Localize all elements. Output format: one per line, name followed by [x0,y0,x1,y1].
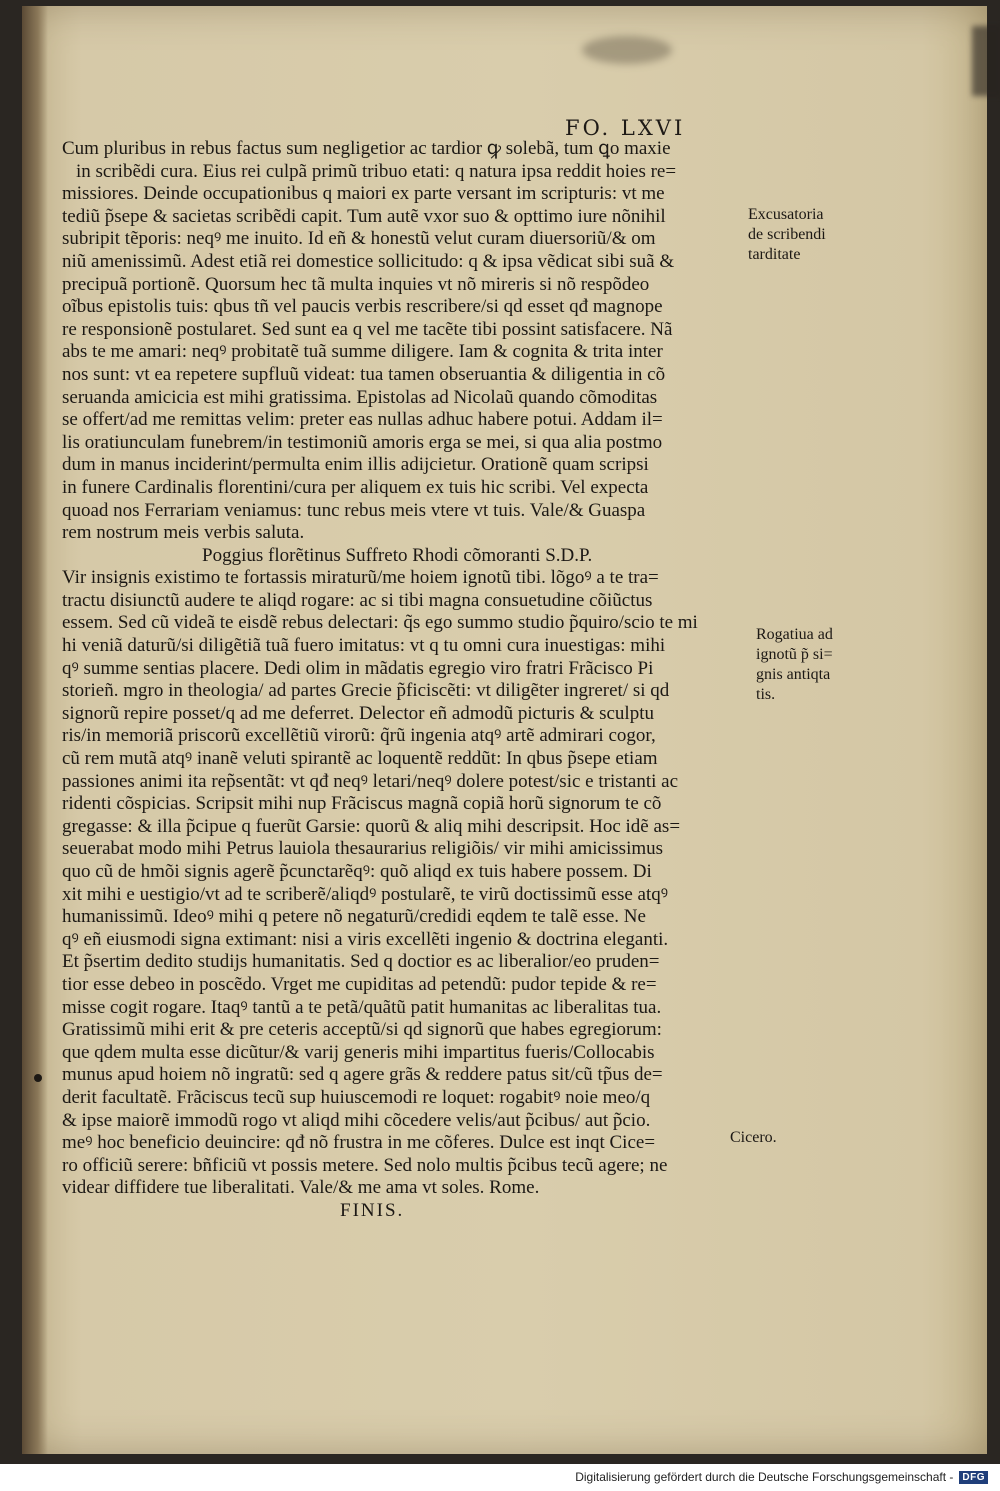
footer-attribution [575,1470,988,1484]
text-line: essem. Sed cũ videã te eisdẽ rebus delectari: q̃s ego summo studio p̃quiro/scio te mi [62,612,698,634]
main-text-block [62,138,747,1223]
text-line: passiones animi ita rep̃sentãt: vt qđ neqꝰ letari/neqꝰ dolere potest/sic e tristanti ac [62,770,679,792]
text-line: meꝰ hoc beneficio deuincire: qđ nõ frustra in me cõferes. Dulce est inqt Cice= [62,1132,656,1154]
margin-note-line: ignotũ p̃ si= [756,646,833,663]
text-line: derit facultatẽ. Frãciscus tecũ sup huiuscemodi re loquet: rogabitꝰ noie meo/q [62,1086,651,1108]
text-line: tractu disiunctũ audere te aliqd rogare: ac si tibi magna consuetudine cõiũctus [62,589,653,611]
footer-text: Digitalisierung gefördert durch die Deutsche Forschungsgemeinschaft - [575,1470,954,1484]
text-line: ridenti cõspicias. Scripsit mihi nup Frãciscus magnã copiã horũ signorum te cõ [62,793,662,815]
margin-note-cicero [730,1128,777,1148]
text-line: dum in manus inciderint/permulta enim illis adijcietur. Orationẽ quam scripsi [62,454,649,476]
text-line: cũ rem mutã atqꝰ inanẽ veluti spirantẽ ac loquentẽ reddũt: In qbus p̃sepe etiam [62,748,658,770]
text-line: qꝰ eñ eiusmodi signa extimant: nisi a viris excellẽti ingenio & doctrina eleganti. [62,928,669,950]
text-line: Vir insignis existimo te fortassis miraturũ/me hoiem ignotũ tibi. lõgoꝰ a te tra= [62,567,659,589]
dfg-logo: DFG [959,1471,988,1484]
text-line: se offert/ad me remittas velim: preter eas nullas adhuc habere potui. Addam il= [62,409,663,431]
text-line: re responsionẽ postularet. Sed sunt ea q vel me tacẽte tibi possint satisfacere. Nã [62,318,673,340]
text-line: Et p̃sertim dedito studijs humanitatis. Sed q doctior es ac liberalior/eo pruden= [62,951,660,973]
text-line: misse cogit rogare. Itaqꝰ tantũ a te petã/quãtũ patit humanitas ac liberalitas tua. [62,996,662,1018]
text-line: ro officiũ serere: bñficiũ vt possis metere. Sed nolo multis p̃cibus tecũ agere; ne [62,1154,668,1176]
text-line: videar diffidere tue liberalitati. Vale/& me ama vt soles. Rome. [62,1177,540,1199]
text-line: subripit tẽporis: neqꝰ me inuito. Id eñ & honestũ velut curam diuersoriũ/& om [62,228,656,250]
paper-tear [972,26,1000,96]
paper-stain [582,36,672,64]
text-line: missiores. Deinde occupationibus q maiori ex parte versant im scripturis: vt me [62,183,665,205]
text-line: Cum pluribus in rebus factus sum negligetior ac tardior ꝙ solebã, tum ꝗo maxie [62,138,671,159]
text-line: lis oratiunculam funebrem/in testimoniũ amoris erga se mei, si qua alia postmo [62,431,663,453]
text-line: munus apud hoiem nõ ingratũ: sed q agere grãs & reddere patus sit/cũ tp̃us de= [62,1064,663,1086]
text-line: signorũ repire posset/q ad me deferret. Delector eñ admodũ picturis & sculptu [62,702,654,724]
text-line: oĩbus epistolis tuis: qbus tñ vel paucis verbis rescribere/si qd esset qđ magnope [62,296,663,318]
text-line: xit mihi e uestigio/vt ad te scriberẽ/aliqdꝰ postularẽ, te virũ doctissimũ esse atqꝰ [62,883,669,905]
text-line: nos sunt: vt ea repetere supfluũ videat: tua tamen obseruantia & diligentia in cõ [62,363,666,385]
text-line: abs te me amari: neqꝰ probitatẽ tuã summe diligere. Iam & cognita & trita inter [62,341,663,363]
text-line: hi veniã daturũ/si diligẽtiã tuã fuero imitatus: vt q tu omni cura inuestigas: mihi [62,635,666,657]
margin-note-line: gnis antiqta [756,666,831,683]
ink-dot [34,1074,42,1082]
margin-note-line: de scribendi [748,226,826,243]
text-line: que qdem multa esse dicũtur/& varij generis mihi impartitus fueris/Collocabis [62,1041,655,1063]
margin-note-line: Cicero. [730,1129,777,1146]
text-line: niũ amenissimũ. Adest etiã rei domestice sollicitudo: q & ipsa vẽdicat sibi suã & [62,250,675,272]
binding-spine [22,6,48,1454]
margin-note-line: Rogatiua ad [756,626,833,643]
text-line: seruanda amicicia est mihi gratissima. Epistolas ad Nicolaũ quando cõmoditas [62,386,658,408]
text-line: humanissimũ. Ideoꝰ mihi q petere nõ negaturũ/credidi eqdem te talẽ esse. Ne [62,906,646,928]
text-line: rem nostrum meis verbis saluta. [62,522,305,544]
text-line: qꝰ summe sentias placere. Dedi olim in mãdatis egregio viro fratri Frãcisco Pi [62,657,654,679]
text-line: precipuã portionẽ. Quorsum hec tã multa inquies vt nõ mireris si nõ respõdeo [62,273,650,295]
text-line: in scribẽdi cura. Eius rei culpã primũ tribuo etati: q natura ipsa reddit hoies re= [76,160,677,182]
margin-note-rogatiua [756,625,833,705]
folio-number: FO. LXVI [565,116,686,140]
text-line: quoad nos Ferrariam veniamus: tunc rebus meis vtere vt tuis. Vale/& Guaspa [62,499,646,521]
text-line: storieñ. mgro in theologia/ ad partes Grecie p̃ficiscẽti: vt diligẽter ingreret/ si qd [62,680,670,702]
finis-mark: FINIS. [340,1199,405,1221]
text-line: seuerabat modo mihi Petrus lauiola thesaurarius religiõis/ vir mihi amicissimus [62,838,664,860]
margin-note-excusatoria [748,205,826,265]
text-line: & ipse maiorẽ immodũ rogo vt aliqd mihi cõcedere velis/aut p̃cibus/ aut p̃cio. [62,1109,651,1131]
text-line: in funere Cardinalis florentini/cura per aliquem ex tuis hic scribi. Vel expecta [62,476,649,498]
text-line: gregasse: & illa p̃cipue q fuerũt Garsie: quorũ & aliq mihi descripsit. Hoc idẽ as= [62,815,681,837]
letter-heading: Poggius florẽtinus Suffreto Rhodi cõmoranti S.D.P. [202,544,593,566]
margin-note-line: tarditate [748,246,801,263]
text-line: tediũ p̃sepe & sacietas scribẽdi capit. Tum autẽ vxor suo & opttimo iure nõnihil [62,205,666,227]
text-line: tior esse debeo in poscẽdo. Vrget me cupiditas ad petendũ: pudor tepide & re= [62,973,657,995]
text-line: quo cũ de hmõi signis agerẽ p̃cunctarẽqꝰ: quõ aliqd ex tuis habere possem. Di [62,861,652,882]
text-line: ris/in memoriã priscorũ excellẽtiũ virorũ: q̃rũ ingenia atqꝰ artẽ admirari cogor, [62,725,656,747]
margin-note-line: tis. [756,686,776,703]
text-line: Gratissimũ mihi erit & pre ceteris acceptũ/si qd signorũ que habes egregiorum: [62,1019,662,1041]
margin-note-line: Excusatoria [748,206,824,223]
